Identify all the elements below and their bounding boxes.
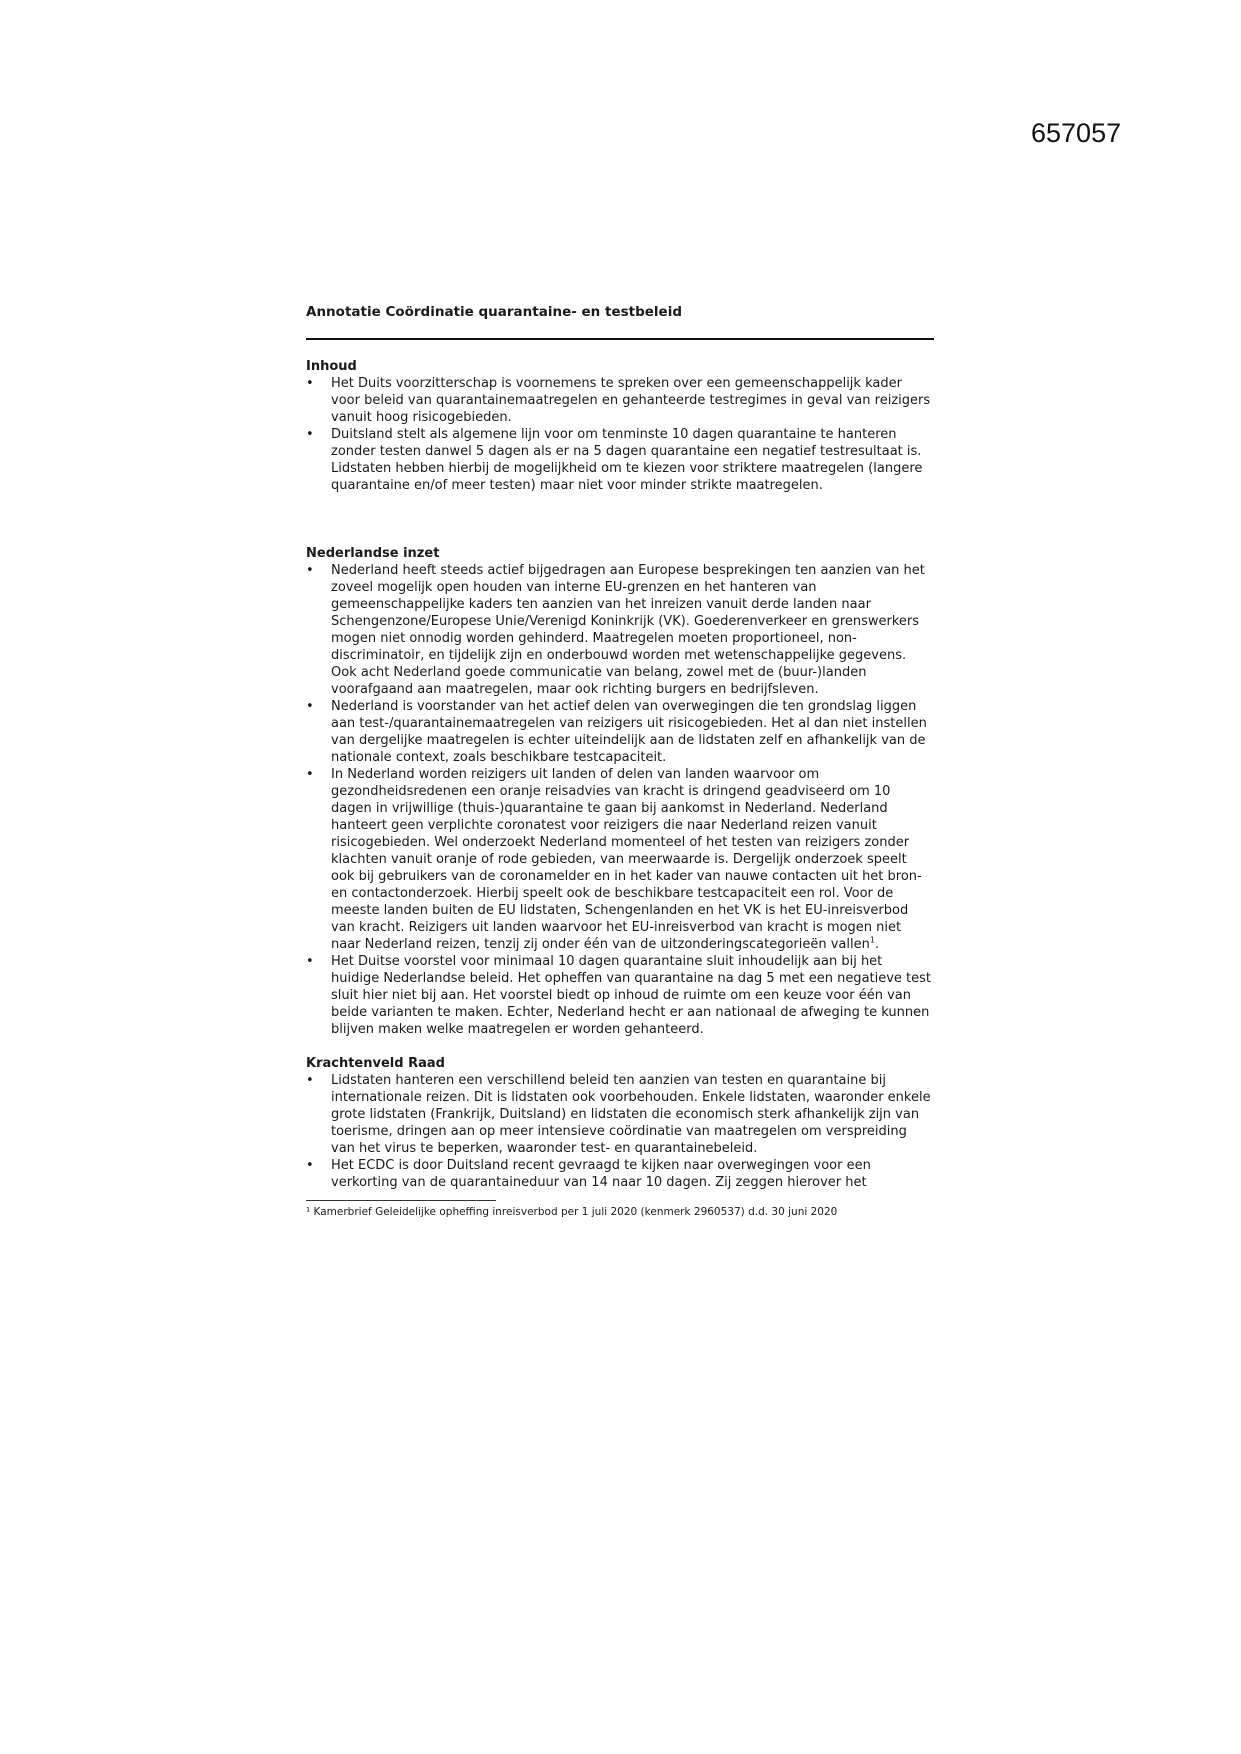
bullet-list	[306, 562, 934, 1038]
document-body	[306, 304, 934, 1219]
footnote: ¹ Kamerbrief Geleidelijke opheffing inreisverbod per 1 juli 2020 (kenmerk 2960537) d.d. 30 juni 2020	[306, 1206, 838, 1218]
section-krachtenveld-raad	[306, 1055, 934, 1191]
section-heading: Krachtenveld Raad	[306, 1056, 445, 1071]
section-heading: Nederlandse inzet	[306, 546, 440, 561]
bullet-list	[306, 375, 934, 494]
footnote-divider	[306, 1200, 496, 1201]
list-item: • Het Duits voorzitterschap is voornemens te spreken over een gemeenschappelijk kader voor beleid van quarantainemaatregelen en gehanteerde testregimes in geval van reizigers vanuit hoog risicogebieden.	[306, 375, 934, 426]
title-divider	[306, 338, 934, 340]
list-item: • Lidstaten hanteren een verschillend beleid ten aanzien van testen en quarantaine bij internationale reizen. Dit is lidstaten ook voorbehouden. Enkele lidstaten, waaronder enkele grote lidstaten (Frankrijk, Duitsland) en lidstaten die economisch sterk afhankelijk zijn van toerisme, dringen aan op meer intensieve coördinatie van maatregelen om verspreiding van het virus te beperken, waaronder test- en quarantainebeleid.	[306, 1072, 934, 1157]
list-item: • Het Duitse voorstel voor minimaal 10 dagen quarantaine sluit inhoudelijk aan bij het huidige Nederlandse beleid. Het opheffen van quarantaine na dag 5 met een negatieve test sluit hier niet bij aan. Het voorstel biedt op inhoud de ruimte om een keuze voor één van beide varianten te maken. Echter, Nederland hecht er aan nationaal de afweging te kunnen blijven maken welke maatregelen er worden gehanteerd.	[306, 953, 934, 1038]
document-title: Annotatie Coördinatie quarantaine- en testbeleid	[306, 304, 682, 320]
list-item-text: In Nederland worden reizigers uit landen of delen van landen waarvoor om gezondheidsredenen een oranje reisadvies van kracht is dringend geadviseerd om 10 dagen in vrijwillige (thuis-)quarantaine te gaan bij aankomst in Nederland. Nederland hanteert geen verplichte coronatest voor reizigers die naar Nederland reizen vanuit risicogebieden. Wel onderzoekt Nederland momenteel of het testen van reizigers zonder klachten vanuit oranje of rode gebieden, van meerwaarde is. Dergelijk onderzoek speelt ook bij gebruikers van de coronamelder en in het kader van nauwe contacten uit het bron- en contactonderzoek. Hierbij speelt ook de beschikbare testcapaciteit een rol. Voor de meeste landen buiten de EU lidstaten, Schengenlanden en het VK is het EU-inreisverbod van kracht. Reizigers uit landen waarvoor het EU-inreisverbod van kracht is mogen niet naar Nederland reizen, tenzij zij onder één van de uitzonderingscategorieën vallen	[331, 767, 922, 952]
footnote-marker: 1	[869, 935, 875, 945]
list-item: • In Nederland worden reizigers uit landen of delen van landen waarvoor om gezondheidsredenen een oranje reisadvies van kracht is dringend geadviseerd om 10 dagen in vrijwillige (thuis-)quarantaine te gaan bij aankomst in Nederland. Nederland hanteert geen verplichte coronatest voor reizigers die naar Nederland reizen vanuit risicogebieden. Wel onderzoekt Nederland momenteel of het testen van reizigers zonder klachten vanuit oranje of rode gebieden, van meerwaarde is. Dergelijk onderzoek speelt ook bij gebruikers van de coronamelder en in het kader van nauwe contacten uit het bron- en contactonderzoek. Hierbij speelt ook de beschikbare testcapaciteit een rol. Voor de meeste landen buiten de EU lidstaten, Schengenlanden en het VK is het EU-inreisverbod van kracht. Reizigers uit landen waarvoor het EU-inreisverbod van kracht is mogen niet naar Nederland reizen, tenzij zij onder één van de uitzonderingscategorieën vallen$^1$.	[306, 766, 934, 953]
bullet-list	[306, 1072, 934, 1191]
document-id: 657057	[1031, 118, 1122, 148]
list-item: • Nederland is voorstander van het actief delen van overwegingen die ten grondslag liggen aan test-/quarantainemaatregelen van reizigers uit risicogebieden. Het al dan niet instellen van dergelijke maatregelen is echter uiteindelijk aan de lidstaten zelf en afhankelijk van de nationale context, zoals beschikbare testcapaciteit.	[306, 698, 934, 766]
list-item: • Nederland heeft steeds actief bijgedragen aan Europese besprekingen ten aanzien van het zoveel mogelijk open houden van interne EU-grenzen en het hanteren van gemeenschappelijke kaders ten aanzien van het inreizen vanuit derde landen naar Schengenzone/Europese Unie/Verenigd Koninkrijk (VK). Goederenverkeer en grenswerkers mogen niet onnodig worden gehinderd. Maatregelen moeten proportioneel, non-discriminatoir, en tijdelijk zijn en onderbouwd worden met wetenschappelijke gegevens. Ook acht Nederland goede communicatie van belang, zowel met de (buur-)landen voorafgaand aan maatregelen, maar ook richting burgers en bedrijfsleven.	[306, 562, 934, 698]
list-item: • Het ECDC is door Duitsland recent gevraagd te kijken naar overwegingen voor een verkorting van de quarantaineduur van 14 naar 10 dagen. Zij zeggen hierover het	[306, 1157, 934, 1191]
list-item: • Duitsland stelt als algemene lijn voor om tenminste 10 dagen quarantaine te hanteren zonder testen danwel 5 dagen als er na 5 dagen quarantaine een negatief testresultaat is. Lidstaten hebben hierbij de mogelijkheid om te kiezen voor striktere maatregelen (langere quarantaine en/of meer testen) maar niet voor minder strikte maatregelen.	[306, 426, 934, 494]
section-inhoud	[306, 358, 934, 528]
section-nederlandse-inzet	[306, 545, 934, 1038]
section-heading: Inhoud	[306, 359, 357, 374]
